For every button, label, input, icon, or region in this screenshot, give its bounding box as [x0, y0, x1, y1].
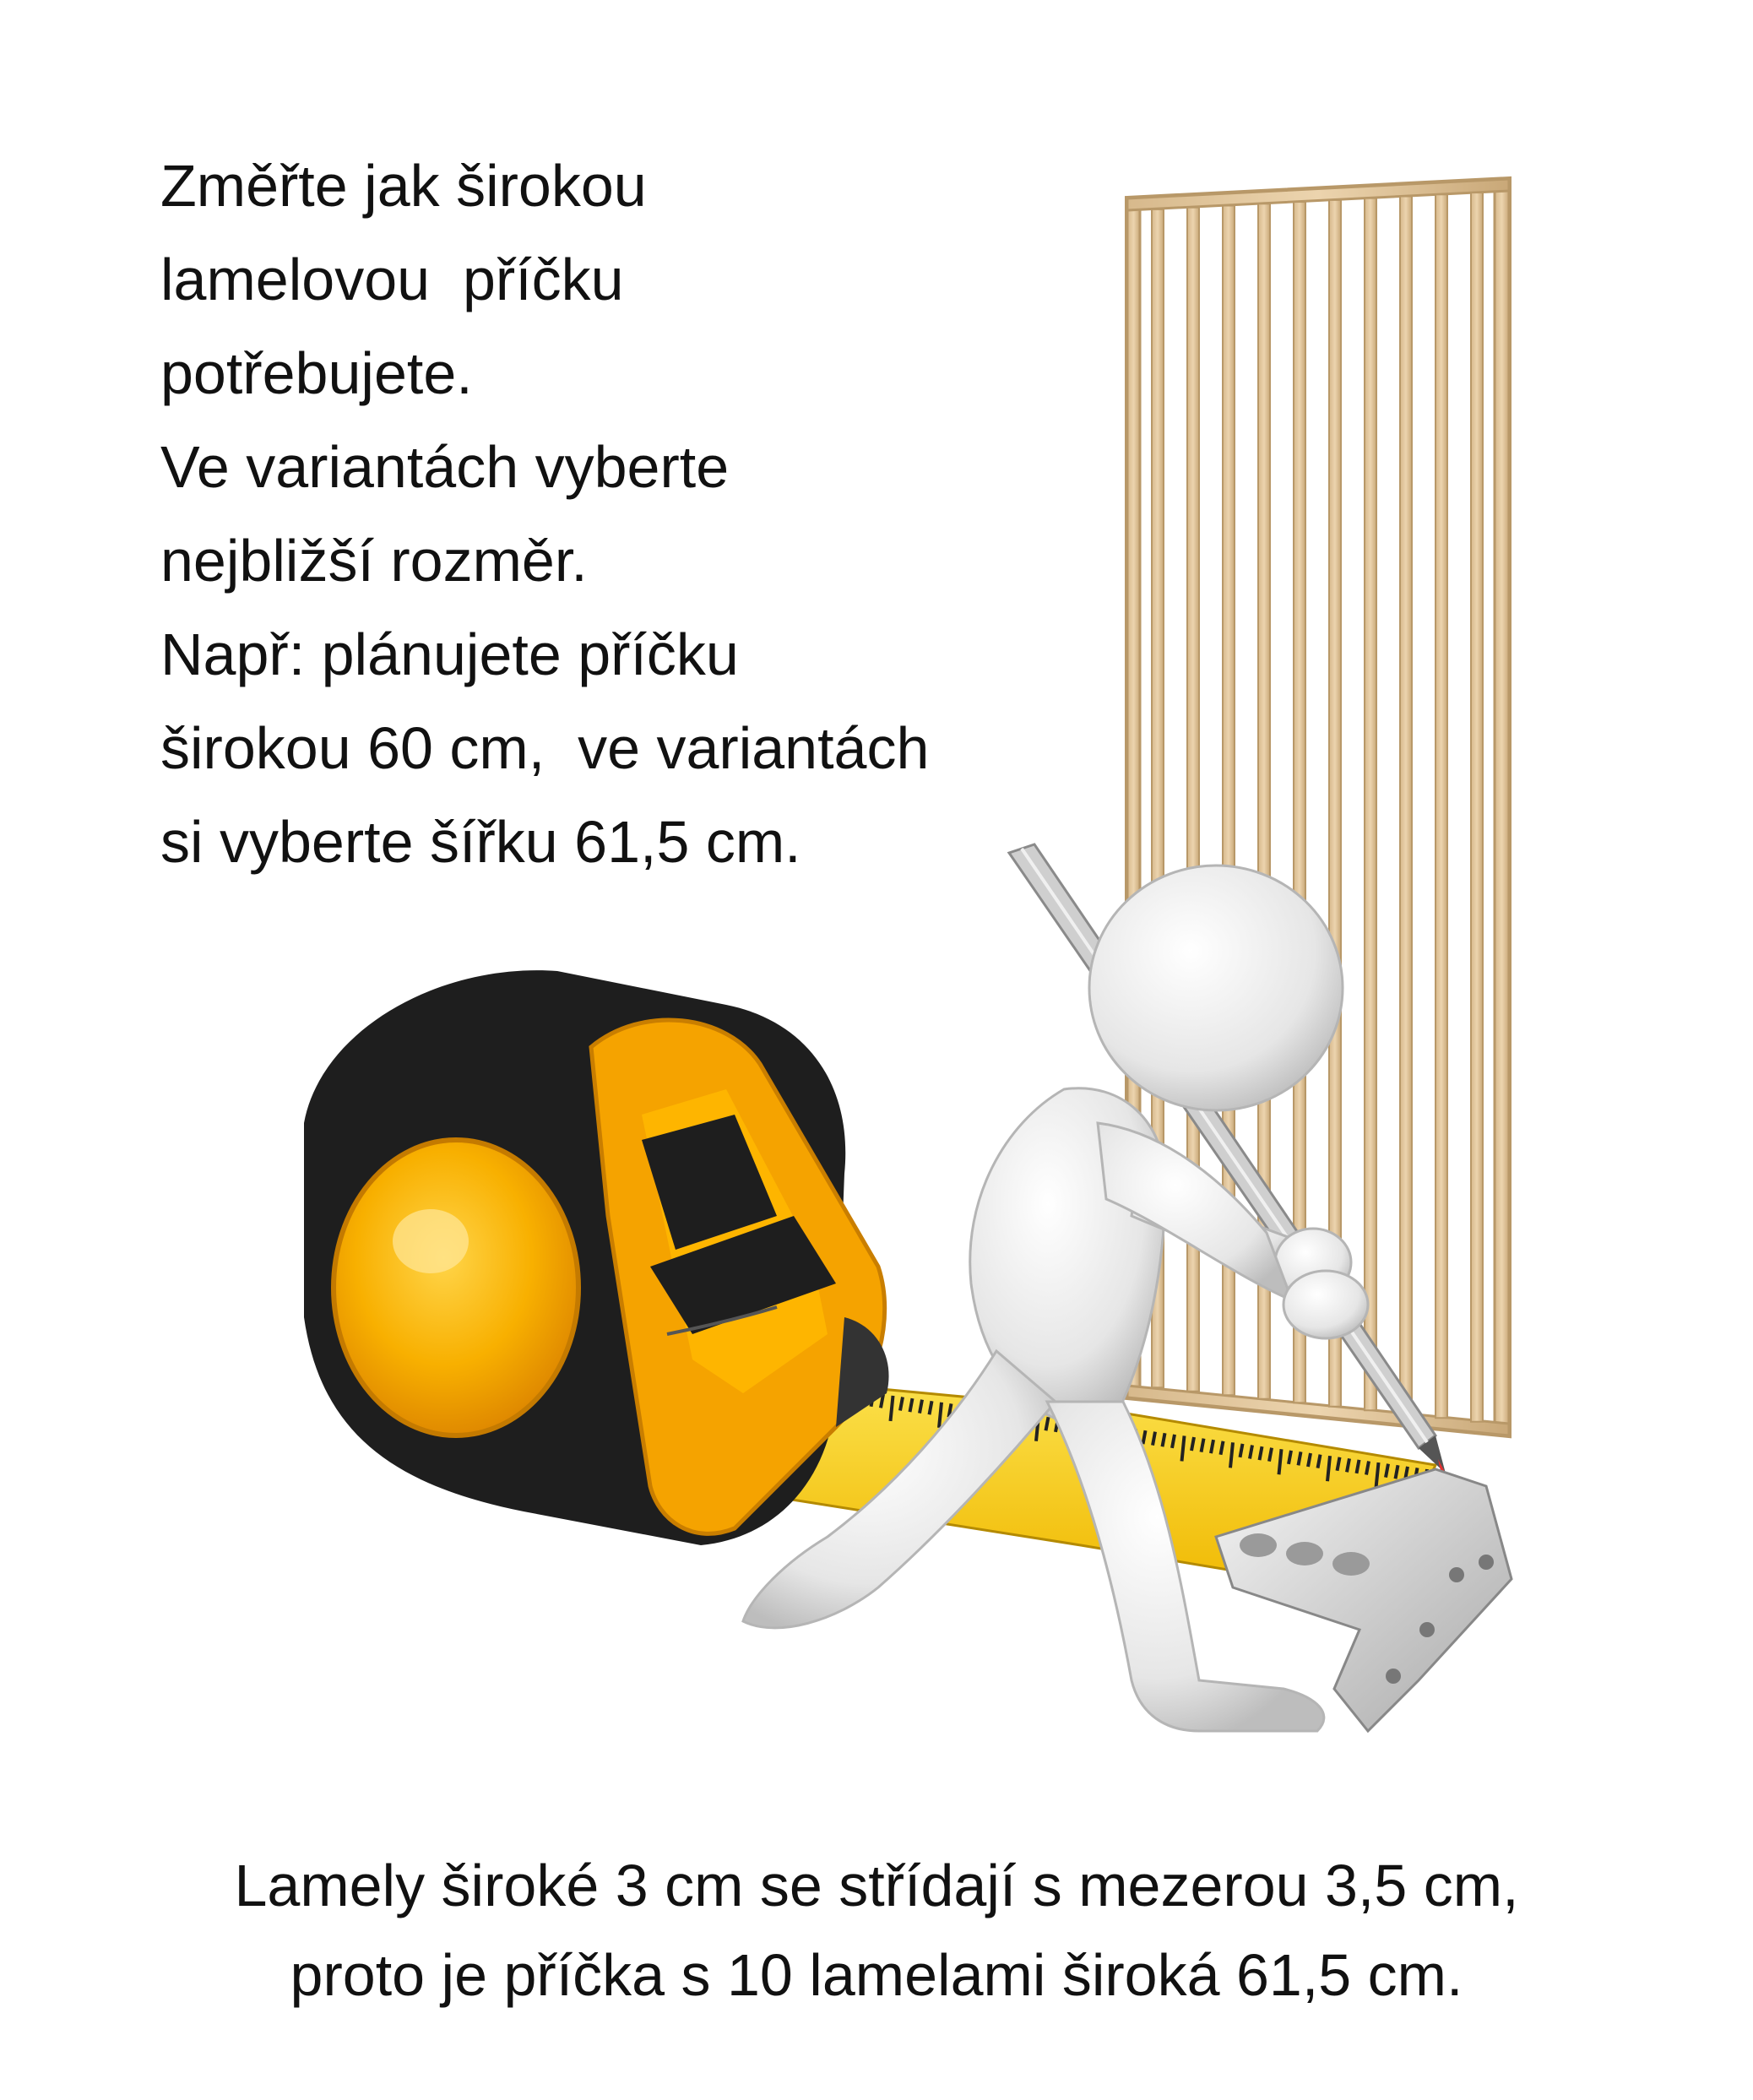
- instruction-line: Změřte jak širokou: [160, 153, 647, 219]
- instruction-line: širokou 60 cm, ve variantách: [160, 715, 930, 781]
- lamella-slat: [1436, 194, 1447, 1418]
- footer-text: [0, 1841, 1753, 2020]
- lamella-slat: [1365, 198, 1376, 1411]
- instruction-line: Např: plánujete příčku: [160, 621, 739, 687]
- lamella-slat: [1329, 200, 1341, 1407]
- lamella-slat: [1471, 193, 1483, 1422]
- footer-line: proto je příčka s 10 lamelami široká 61,5 cm.: [290, 1942, 1463, 2008]
- lamella-slat: [1294, 202, 1305, 1403]
- tape-measure-icon: [304, 970, 889, 1545]
- instruction-line: lamelovou příčku: [160, 247, 624, 312]
- instruction-line: potřebujete.: [160, 340, 473, 406]
- instruction-line: si vyberte šířku 61,5 cm.: [160, 809, 801, 875]
- lamella-slat: [1400, 197, 1412, 1414]
- footer-line: Lamely široké 3 cm se střídají s mezerou 3,5 cm,: [234, 1853, 1519, 1918]
- instruction-line: Ve variantách vyberte: [160, 434, 730, 500]
- instruction-line: nejbližší rozměr.: [160, 528, 588, 594]
